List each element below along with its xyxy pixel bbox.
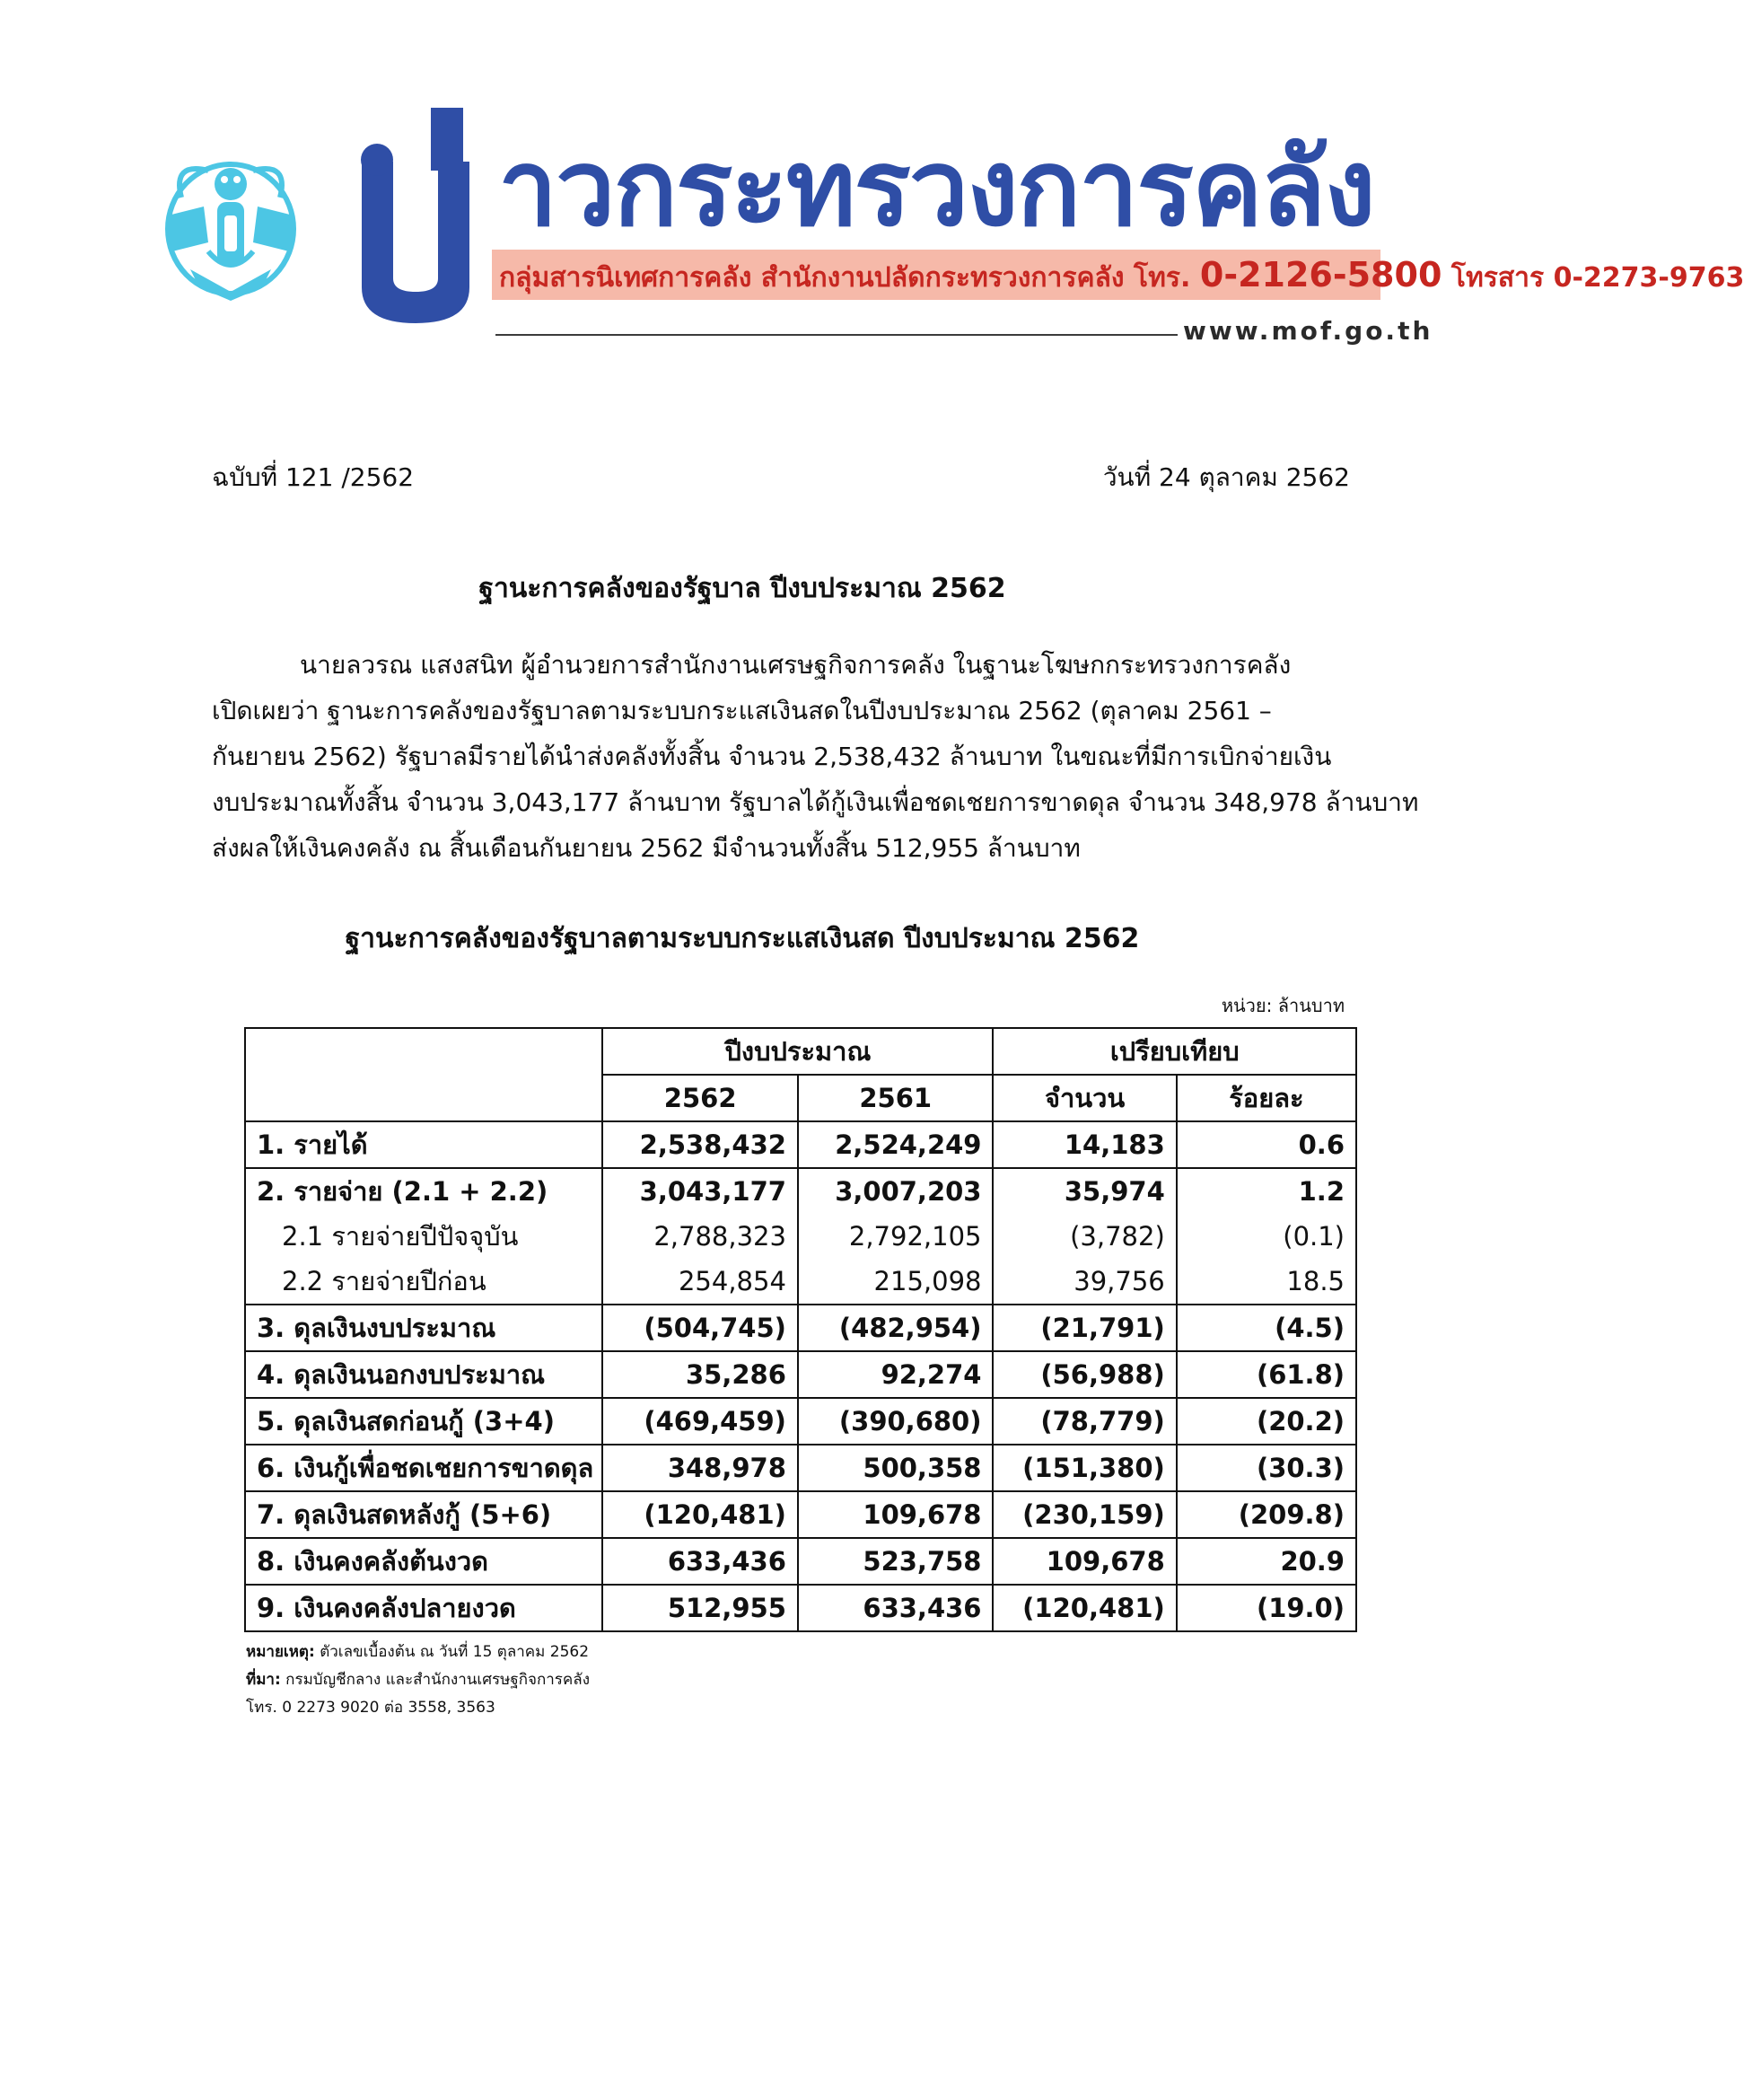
footnote-remark-text: ตัวเลขเบื้องต้น ณ วันที่ 15 ตุลาคม 2562	[320, 1643, 590, 1661]
table-row	[245, 1585, 1356, 1631]
table-row	[245, 1214, 1356, 1259]
header-comparison: เปรียบเทียบ	[993, 1028, 1356, 1075]
contact-prefix: กลุ่มสารนิเทศการคลัง สำนักงานปลัดกระทรวงการคลัง โทร.	[499, 262, 1191, 294]
cell-2561: 215,098	[798, 1259, 994, 1305]
document-title: ฐานะการคลังของรัฐบาล ปีงบประมาณ 2562	[478, 573, 1006, 604]
table-row	[245, 1491, 1356, 1538]
masthead-big-letter-mark	[348, 108, 483, 328]
cell-amount: (56,988)	[993, 1351, 1176, 1398]
cell-percent: (4.5)	[1177, 1305, 1356, 1351]
masthead-contact-text	[499, 257, 1744, 296]
cell-percent: 20.9	[1177, 1538, 1356, 1585]
issue-date: วันที่ 24 ตุลาคม 2562	[1102, 462, 1350, 492]
cell-percent: (0.1)	[1177, 1214, 1356, 1259]
table-row	[245, 1445, 1356, 1491]
cell-2561: 2,792,105	[798, 1214, 994, 1259]
body-line: กันยายน 2562) รัฐบาลมีรายได้นำส่งคลังทั้งสิ้น จำนวน 2,538,432 ล้านบาท ในขณะที่มีการเบิกจ่ายเงิน	[212, 742, 1332, 771]
cell-2562: (120,481)	[602, 1491, 798, 1538]
header-percent: ร้อยละ	[1177, 1075, 1356, 1121]
row-label: 5. ดุลเงินสดก่อนกู้ (3+4)	[245, 1398, 602, 1445]
table-row	[245, 1259, 1356, 1305]
row-label: 8. เงินคงคลังต้นงวด	[245, 1538, 602, 1585]
row-label: 4. ดุลเงินนอกงบประมาณ	[245, 1351, 602, 1398]
body-line: ส่งผลให้เงินคงคลัง ณ สิ้นเดือนกันยายน 2562 มีจำนวนทั้งสิ้น 512,955 ล้านบาท	[212, 833, 1081, 863]
table-row	[245, 1351, 1356, 1398]
cell-percent: (30.3)	[1177, 1445, 1356, 1491]
cell-2562: 633,436	[602, 1538, 798, 1585]
cell-percent: (61.8)	[1177, 1351, 1356, 1398]
cell-amount: (120,481)	[993, 1585, 1176, 1631]
cell-amount: 109,678	[993, 1538, 1176, 1585]
row-label: 2.1 รายจ่ายปีปัจจุบัน	[245, 1214, 602, 1259]
header-amount: จำนวน	[993, 1075, 1176, 1121]
cell-2562: 35,286	[602, 1351, 798, 1398]
footnote-remark-label: หมายเหตุ:	[246, 1643, 315, 1661]
row-label: 9. เงินคงคลังปลายงวด	[245, 1585, 602, 1631]
cell-amount: 35,974	[993, 1168, 1176, 1214]
cell-2562: 348,978	[602, 1445, 798, 1491]
table-row	[245, 1538, 1356, 1585]
cell-2561: (482,954)	[798, 1305, 994, 1351]
header-2561: 2561	[798, 1075, 994, 1121]
cell-2561: 500,358	[798, 1445, 994, 1491]
cell-amount: (21,791)	[993, 1305, 1176, 1351]
row-label: 2.2 รายจ่ายปีก่อน	[245, 1259, 602, 1305]
header-blank	[245, 1028, 602, 1121]
cell-2562: (469,459)	[602, 1398, 798, 1445]
unit-note: หน่วย: ล้านบาท	[1221, 995, 1345, 1016]
body-paragraph	[212, 642, 1419, 871]
contact-fax: 0-2273-9763	[1553, 262, 1744, 294]
body-line: นายลวรณ แสงสนิท ผู้อำนวยการสำนักงานเศรษฐกิจการคลัง ในฐานะโฆษกกระทรวงการคลัง	[300, 650, 1292, 680]
footnote-source	[246, 1667, 590, 1691]
contact-phone: 0-2126-5800	[1199, 255, 1442, 294]
cell-2561: 109,678	[798, 1491, 994, 1538]
row-label: 6. เงินกู้เพื่อชดเชยการขาดดุล	[245, 1445, 602, 1491]
table-row	[245, 1305, 1356, 1351]
cell-amount: 39,756	[993, 1259, 1176, 1305]
header-fiscal-year: ปีงบประมาณ	[602, 1028, 993, 1075]
cell-2561: 92,274	[798, 1351, 994, 1398]
cell-2561: 523,758	[798, 1538, 994, 1585]
website-link[interactable]: www.mof.go.th	[1183, 316, 1433, 346]
cell-2562: 254,854	[602, 1259, 798, 1305]
cell-2561: 633,436	[798, 1585, 994, 1631]
cell-2561: 3,007,203	[798, 1168, 994, 1214]
cell-2562: 512,955	[602, 1585, 798, 1631]
issue-number: ฉบับที่ 121 /2562	[212, 462, 415, 492]
table-title: ฐานะการคลังของรัฐบาลตามระบบกระแสเงินสด ปีงบประมาณ 2562	[345, 923, 1140, 954]
cell-2562: 2,538,432	[602, 1121, 798, 1168]
cell-2562: 3,043,177	[602, 1168, 798, 1214]
cell-amount: (151,380)	[993, 1445, 1176, 1491]
body-line: งบประมาณทั้งสิ้น จำนวน 3,043,177 ล้านบาท รัฐบาลได้กู้เงินเพื่อชดเชยการขาดดุล จำนวน 348,978 ล้านบาท	[212, 787, 1419, 817]
contact-fax-label: โทรสาร	[1450, 262, 1545, 294]
footnote-remark	[246, 1639, 589, 1664]
cell-amount: (3,782)	[993, 1214, 1176, 1259]
cell-2562: 2,788,323	[602, 1214, 798, 1259]
footnote-source-text: กรมบัญชีกลาง และสำนักงานเศรษฐกิจการคลัง	[285, 1671, 591, 1689]
cell-amount: (78,779)	[993, 1398, 1176, 1445]
table-row	[245, 1168, 1356, 1214]
table-row	[245, 1398, 1356, 1445]
cell-percent: 18.5	[1177, 1259, 1356, 1305]
row-label: 2. รายจ่าย (2.1 + 2.2)	[245, 1168, 602, 1214]
cell-percent: (20.2)	[1177, 1398, 1356, 1445]
masthead-title: าวกระทรวงการคลัง	[498, 126, 1374, 250]
garuda-emblem-logo	[154, 144, 307, 301]
cell-percent: 1.2	[1177, 1168, 1356, 1214]
fiscal-position-table	[244, 1027, 1357, 1632]
header-2562: 2562	[602, 1075, 798, 1121]
row-label: 7. ดุลเงินสดหลังกู้ (5+6)	[245, 1491, 602, 1538]
cell-2561: (390,680)	[798, 1398, 994, 1445]
footnote-source-label: ที่มา:	[246, 1671, 281, 1689]
cell-percent: 0.6	[1177, 1121, 1356, 1168]
cell-amount: (230,159)	[993, 1491, 1176, 1538]
cell-2561: 2,524,249	[798, 1121, 994, 1168]
cell-amount: 14,183	[993, 1121, 1176, 1168]
table-row	[245, 1121, 1356, 1168]
row-label: 1. รายได้	[245, 1121, 602, 1168]
row-label: 3. ดุลเงินงบประมาณ	[245, 1305, 602, 1351]
cell-2562: (504,745)	[602, 1305, 798, 1351]
cell-percent: (19.0)	[1177, 1585, 1356, 1631]
body-line: เปิดเผยว่า ฐานะการคลังของรัฐบาลตามระบบกระแสเงินสดในปีงบประมาณ 2562 (ตุลาคม 2561 –	[212, 696, 1272, 725]
cell-percent: (209.8)	[1177, 1491, 1356, 1538]
masthead-divider	[495, 334, 1178, 336]
footnote-telephone: โทร. 0 2273 9020 ต่อ 3558, 3563	[246, 1699, 495, 1717]
